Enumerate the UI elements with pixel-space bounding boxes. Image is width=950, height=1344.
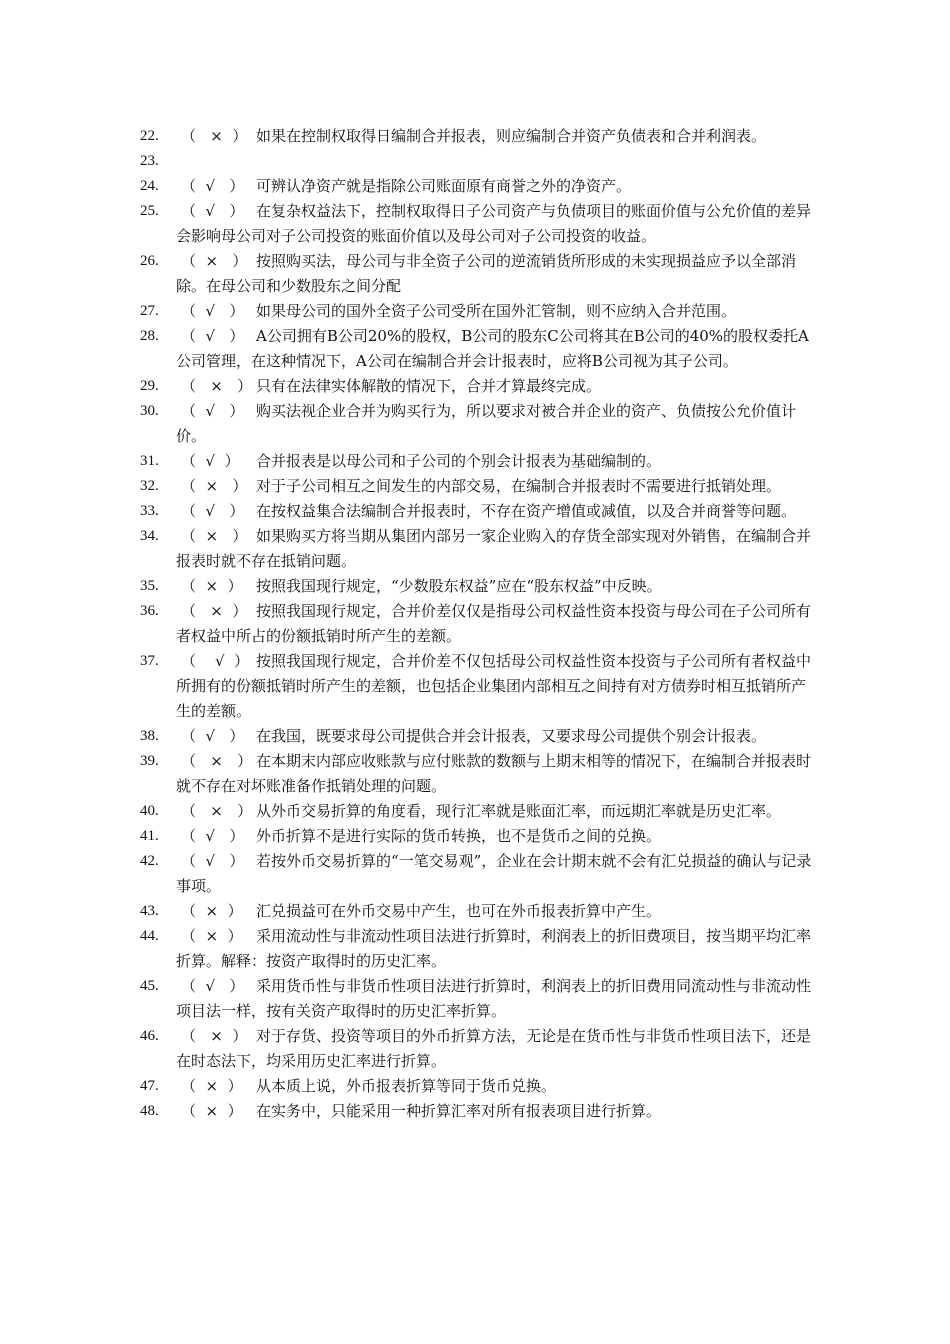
question-number: 30.: [140, 403, 159, 419]
question-item: [0, 724, 950, 749]
question-number: 44.: [140, 928, 159, 944]
question-item: [0, 174, 950, 199]
question-number: 37.: [140, 653, 159, 669]
question-number: 43.: [140, 903, 159, 919]
answer-mark: （ × ）: [181, 1102, 243, 1120]
answer-mark: （ √ ）: [181, 202, 245, 220]
question-number: 26.: [140, 253, 159, 269]
answer-mark: （ × ）: [181, 1027, 248, 1045]
answer-mark: （ √ ）: [181, 652, 250, 670]
question-text: 在按权益集合法编制合并报表时，不存在资产增值或减值，以及合并商誉等问题。: [256, 502, 797, 520]
answer-mark: （ × ）: [181, 802, 253, 820]
question-number: 40.: [140, 803, 159, 819]
question-number: 23.: [140, 153, 159, 169]
question-number: 32.: [140, 478, 159, 494]
answer-mark: （ √ ）: [181, 302, 245, 320]
question-item: [0, 749, 950, 799]
question-number: 22.: [140, 128, 159, 144]
answer-mark: （ × ）: [181, 1077, 243, 1095]
question-text: 可辨认净资产就是指除公司账面原有商誉之外的净资产。: [256, 177, 632, 195]
question-item: [0, 649, 950, 724]
question-text: A公司拥有B公司20%的股权，B公司的股东C公司将其在B公司的40%的股权委托A公司管理，在这种情况下，A公司在编制合并会计报表时，应将B公司视为其子公司。: [176, 327, 809, 370]
question-item: [0, 599, 950, 649]
question-item: [0, 499, 950, 524]
question-number: 25.: [140, 203, 159, 219]
question-number: 28.: [140, 328, 159, 344]
question-number: 47.: [140, 1078, 159, 1094]
question-item: [0, 249, 950, 299]
question-number: 48.: [140, 1103, 159, 1119]
answer-mark: （ × ）: [181, 252, 248, 270]
question-text: 从本质上说，外币报表折算等同于货币兑换。: [256, 1077, 557, 1095]
question-number: 41.: [140, 828, 159, 844]
question-number: 24.: [140, 178, 159, 194]
question-number: 39.: [140, 753, 159, 769]
question-number: 45.: [140, 978, 159, 994]
question-text: 按照我国现行规定，“少数股东权益”应在“股东权益”中反映。: [256, 577, 662, 595]
question-item: [0, 924, 950, 974]
question-number: 29.: [140, 378, 159, 394]
answer-mark: （ √ ）: [181, 177, 245, 195]
question-item: [0, 824, 950, 849]
question-text: 如果在控制权取得日编制合并报表，则应编制合并资产负债表和合并利润表。: [256, 127, 767, 145]
question-text: 按照我国现行规定，合并价差不仅包括母公司权益性资本投资与子公司所有者权益中所拥有的份额抵销时所产生的差额，也包括企业集团内部相互之间持有对方债券时相互抵销所产生的差额。: [176, 652, 812, 720]
question-number: 42.: [140, 853, 159, 869]
question-number: 35.: [140, 578, 159, 594]
true-false-question-list: [0, 124, 950, 1124]
answer-mark: （ × ）: [181, 477, 248, 495]
question-item: [0, 1099, 950, 1124]
question-text: 对于子公司相互之间发生的内部交易，在编制合并报表时不需要进行抵销处理。: [256, 477, 782, 495]
answer-mark: （ × ）: [181, 577, 243, 595]
question-item: [0, 299, 950, 324]
answer-mark: （ × ）: [181, 127, 248, 145]
question-item: [0, 1074, 950, 1099]
question-text: 购买法视企业合并为购买行为，所以要求对被合并企业的资产、负债按公允价值计价。: [176, 402, 797, 445]
question-text: 汇兑损益可在外币交易中产生，也可在外币报表折算中产生。: [256, 902, 662, 920]
question-item: [0, 124, 950, 149]
question-text: 如果购买方将当期从集团内部另一家企业购入的存货全部实现对外销售，在编制合并报表时就不存在抵销问题。: [176, 527, 812, 570]
question-text: 在本期末内部应收账款与应付账款的数额与上期末相等的情况下，在编制合并报表时就不存在对坏账准备作抵销处理的问题。: [176, 752, 812, 795]
question-item: [0, 574, 950, 599]
question-item: [0, 899, 950, 924]
answer-mark: （ √ ）: [181, 452, 240, 470]
question-item: [0, 374, 950, 399]
answer-mark: （ √ ）: [181, 727, 245, 745]
question-number: 31.: [140, 453, 159, 469]
question-item: [0, 324, 950, 374]
question-number: 27.: [140, 303, 159, 319]
question-text: 外币折算不是进行实际的货币转换，也不是货币之间的兑换。: [256, 827, 662, 845]
answer-mark: （ × ）: [181, 902, 243, 920]
question-text: 在我国，既要求母公司提供合并会计报表，又要求母公司提供个别会计报表。: [256, 727, 767, 745]
question-text: 对于存货、投资等项目的外币折算方法，无论是在货币性与非货币性项目法下，还是在时态法下，均采用历史汇率进行折算。: [176, 1027, 812, 1070]
answer-mark: （ × ）: [181, 377, 253, 395]
question-number: 38.: [140, 728, 159, 744]
question-text: 按照我国现行规定，合并价差仅仅是指母公司权益性资本投资与母公司在子公司所有者权益中所占的份额抵销时所产生的差额。: [176, 602, 812, 645]
question-text: 若按外币交易折算的“一笔交易观”，企业在会计期末就不会有汇兑损益的确认与记录事项。: [176, 852, 812, 895]
answer-mark: （ × ）: [181, 927, 243, 945]
answer-mark: （ √ ）: [181, 827, 245, 845]
answer-mark: （ × ）: [181, 602, 248, 620]
question-text: 在实务中，只能采用一种折算汇率对所有报表项目进行折算。: [256, 1102, 662, 1120]
question-text: 从外币交易折算的角度看，现行汇率就是账面汇率，而远期汇率就是历史汇率。: [256, 802, 782, 820]
question-item: [0, 474, 950, 499]
answer-mark: （ × ）: [181, 527, 248, 545]
question-number: 34.: [140, 528, 159, 544]
question-text: 在复杂权益法下，控制权取得日子公司资产与负债项目的账面价值与公允价值的差异会影响母公司对子公司投资的账面价值以及母公司对子公司投资的收益。: [176, 202, 812, 245]
question-text: 只有在法律实体解散的情况下，合并才算最终完成。: [256, 377, 602, 395]
question-item: [0, 799, 950, 824]
answer-mark: （ √ ）: [181, 977, 245, 995]
answer-mark: （ √ ）: [181, 852, 245, 870]
answer-mark: （ √ ）: [181, 402, 245, 420]
question-number: 33.: [140, 503, 159, 519]
question-text: 如果母公司的国外全资子公司受所在国外汇管制，则不应纳入合并范围。: [256, 302, 737, 320]
question-text: 采用货币性与非货币性项目法进行折算时，利润表上的折旧费用同流动性与非流动性项目法一样，按有关资产取得时的历史汇率折算。: [176, 977, 812, 1020]
answer-mark: （ √ ）: [181, 502, 245, 520]
question-number: 36.: [140, 603, 159, 619]
question-item: [0, 399, 950, 449]
question-item: [0, 149, 950, 174]
question-item: [0, 1024, 950, 1074]
question-item: [0, 199, 950, 249]
question-item: [0, 849, 950, 899]
question-item: [0, 449, 950, 474]
question-item: [0, 524, 950, 574]
question-text: 合并报表是以母公司和子公司的个别会计报表为基础编制的。: [256, 452, 662, 470]
answer-mark: （ × ）: [181, 752, 253, 770]
answer-mark: （ √ ）: [181, 327, 245, 345]
question-text: 采用流动性与非流动性项目法进行折算时，利润表上的折旧费项目，按当期平均汇率折算。解释：按资产取得时的历史汇率。: [176, 927, 812, 970]
question-number: 46.: [140, 1028, 159, 1044]
question-text: 按照购买法，母公司与非全资子公司的逆流销货所形成的未实现损益应予以全部消除。在母公司和少数股东之间分配: [176, 252, 797, 295]
question-item: [0, 974, 950, 1024]
